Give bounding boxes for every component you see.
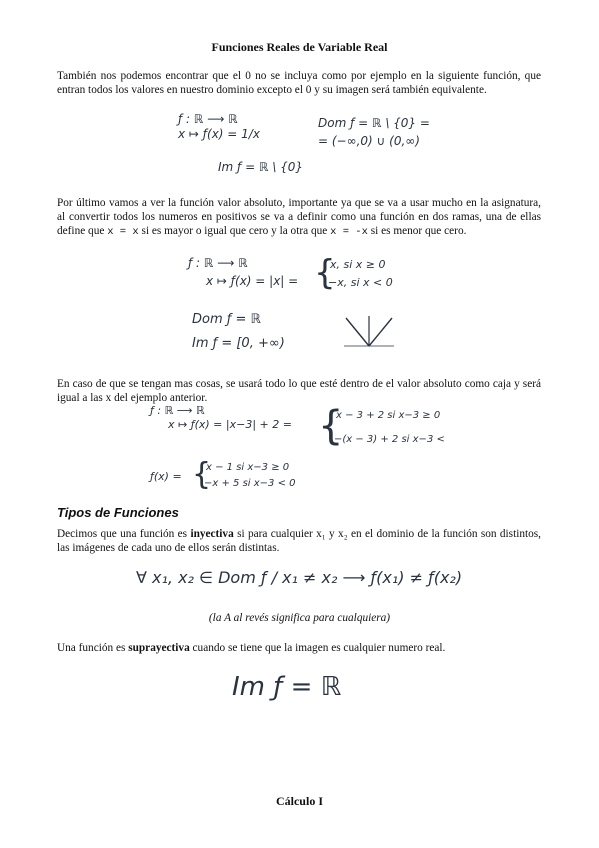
hw2-domain: Dom ƒ = ℝ <box>192 312 261 327</box>
hw3-result-label: ƒ(x) = <box>150 470 182 483</box>
handwritten-surjective-image: Im ƒ = ℝ <box>232 672 342 702</box>
hw2-mapping: ƒ : ℝ ⟶ ℝ <box>188 256 248 270</box>
handwritten-absolute-value <box>180 254 450 362</box>
caption-forall: (la A al revés significa para cualquiera) <box>208 612 391 624</box>
paragraph-injective: Decimos que una función es inyectiva si para cualquier x₁ y x₂ en el dominio de la función son distintos, las imágenes de cada uno de ellos serán distintas. <box>57 528 542 554</box>
hw2-branch-negative: −x, si x < 0 <box>328 276 393 289</box>
hw1-image: Im ƒ = ℝ \ {0} <box>218 160 304 174</box>
hw1-domain-interval: = (−∞,0) ∪ (0,∞) <box>318 134 420 148</box>
brace-icon: { <box>192 457 212 492</box>
paragraph-absolute-value: Por último vamos a ver la función valor absoluto, importante ya que se va a usar mucho en la asignatura, al convertir todos los numeros en positivos se va a definir como una función en dos ramas, una de ellas define que x = x si es mayor o igual que cero y la otra que x = -x si es menor que cero. <box>57 197 541 238</box>
paragraph-intro-zero: También nos podemos encontrar que el 0 no se incluya como por ejemplo en la siguiente función, que entran todos los valores en nuestro dominio excepto el 0 y su imagen será también equivalente. <box>57 70 541 96</box>
paragraph-surjective: Una función es suprayectiva cuando se tiene que la imagen es cualquier numero real. <box>57 642 446 654</box>
hw3-branch-positive: x − 3 + 2 si x−3 ≥ 0 <box>336 410 441 421</box>
absolute-value-graph-icon <box>342 312 396 348</box>
handwritten-injective-definition: ∀ x₁, x₂ ∈ Dom ƒ / x₁ ≠ x₂ ⟶ ƒ(x₁) ≠ ƒ(x₂) <box>136 568 463 587</box>
hw2-branch-positive: x, si x ≥ 0 <box>330 258 386 271</box>
hw3-result-negative: −x + 5 si x−3 < 0 <box>204 478 296 489</box>
hw3-mapping: ƒ : ℝ ⟶ ℝ <box>150 404 205 417</box>
page-title: Funciones Reales de Variable Real <box>211 40 388 54</box>
term-inyectiva: inyectiva <box>190 528 234 540</box>
hw3-definition: x ↦ ƒ(x) = |x−3| + 2 = <box>168 418 292 431</box>
hw2-definition: x ↦ ƒ(x) = |x| = <box>206 274 299 288</box>
hw3-branch-negative: −(x − 3) + 2 si x−3 < <box>334 434 445 445</box>
code-x-equals-x: x = x <box>107 226 139 238</box>
hw3-result-positive: x − 1 si x−3 ≥ 0 <box>206 462 290 473</box>
hw1-definition: x ↦ ƒ(x) = 1/x <box>178 127 260 141</box>
handwritten-shifted-absolute <box>146 404 456 496</box>
code-x-equals-minus-x: x = -x <box>330 226 368 238</box>
brace-icon: { <box>314 253 336 293</box>
handwritten-reciprocal-function <box>170 112 430 182</box>
brace-icon: { <box>318 403 344 449</box>
paragraph-shifted-absolute: En caso de que se tengan mas cosas, se usará todo lo que esté dentro de el valor absoluto como caja y será igual a las x del ejemplo anterior. <box>57 378 541 404</box>
hw2-image: Im ƒ = [0, +∞) <box>192 336 285 351</box>
page-footer: Cálculo I <box>275 794 323 808</box>
term-suprayectiva: suprayectiva <box>128 642 190 654</box>
hw1-domain: Dom ƒ = ℝ \ {0} = <box>318 116 430 130</box>
section-heading-tipos: Tipos de Funciones <box>57 505 179 520</box>
hw1-mapping: ƒ : ℝ ⟶ ℝ <box>178 112 238 126</box>
